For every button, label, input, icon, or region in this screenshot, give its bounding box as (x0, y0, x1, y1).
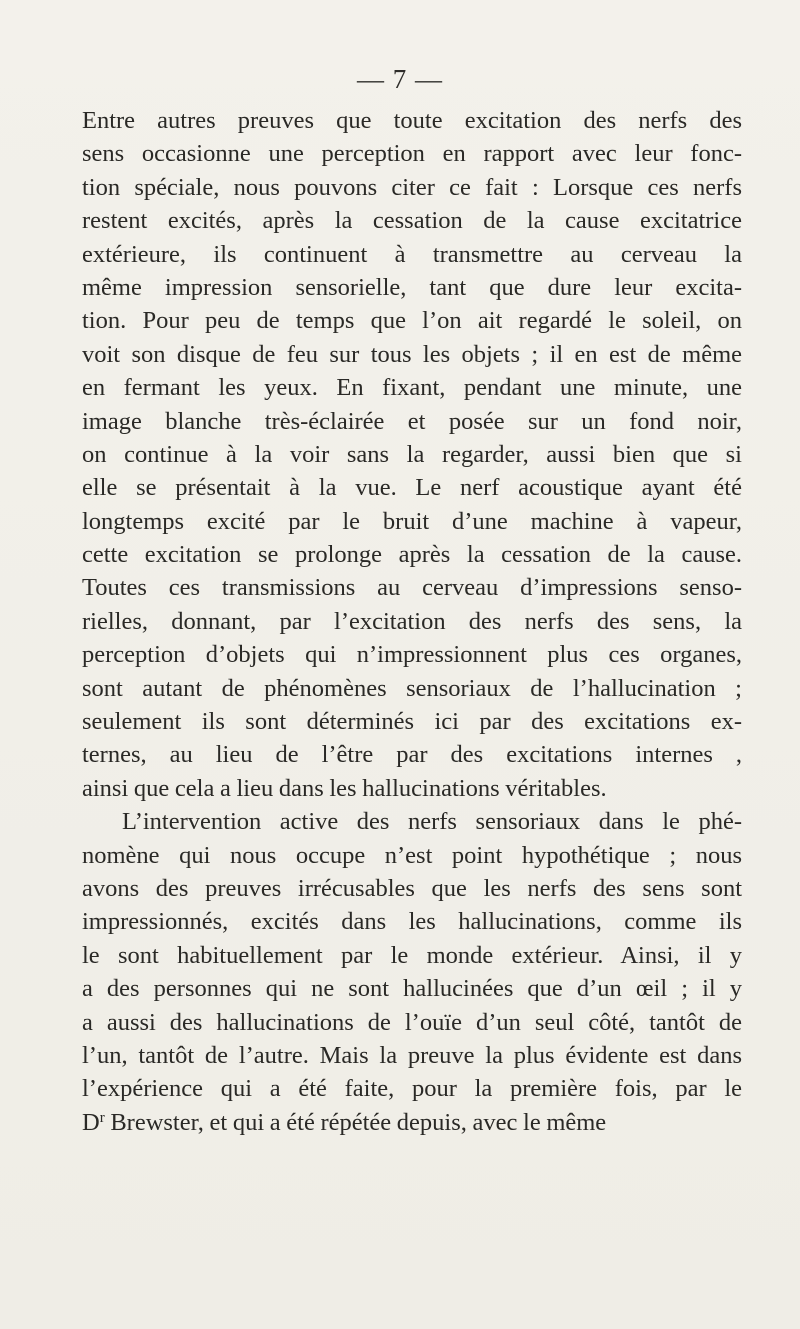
text-line: rielles, donnant, par l’excitation des nerfs des sens, la (82, 607, 742, 635)
text-line: Entre autres preuves que toute excitation des nerfs des (82, 107, 742, 134)
text-line: avons des preuves irrécusables que les nerfs des sens sont (82, 874, 742, 902)
text-line: voit son disque de feu sur tous les objets ; il en est de même (82, 340, 742, 368)
text-line: ternes, au lieu de l’être par des excitations internes , (82, 741, 742, 769)
text-line: sens occasionne une perception en rapport avec leur fonc- (82, 140, 742, 168)
text-line: a des personnes qui ne sont hallucinées que d’un œil ; il y (82, 975, 742, 1003)
text-line: l’un, tantôt de l’autre. Mais la preuve la plus évidente est dans (82, 1041, 742, 1069)
text-line: même impression sensorielle, tant que dure leur excita- (82, 273, 742, 301)
last-line-rest: Brewster, et qui a été répétée depuis, avec le même (104, 1108, 607, 1136)
text-line: ainsi que cela a lieu dans les hallucinations véritables. (82, 774, 607, 802)
text-line: le sont habituellement par le monde extérieur. Ainsi, il y (82, 941, 742, 969)
text-line: sont autant de phénomènes sensoriaux de l’hallucination ; (82, 674, 742, 702)
text-line: on continue à la voir sans la regarder, aussi bien que si (82, 440, 742, 468)
text-line: cette excitation se prolonge après la cessation de la cause. (82, 541, 742, 569)
text-line-last (82, 1106, 742, 1139)
text-line: Toutes ces transmissions au cerveau d’impressions senso- (82, 574, 742, 602)
text-line: restent excités, après la cessation de la cause excitatrice (82, 207, 742, 235)
text-line: tion. Pour peu de temps que l’on ait regardé le soleil, on (82, 307, 742, 335)
text-line: perception d’objets qui n’impressionnent plus ces organes, (82, 641, 742, 669)
doctor-abbreviation: D (82, 1108, 100, 1136)
text-line: l’expérience qui a été faite, pour la première fois, par le (82, 1075, 742, 1103)
doctor-abbreviation-superscript: r (99, 1109, 105, 1126)
text-line: impressionnés, excités dans les hallucinations, comme ils (82, 908, 742, 936)
text-line: L’intervention active des nerfs sensoriaux dans le phé- (122, 808, 742, 836)
text-line: tion spéciale, nous pouvons citer ce fait : Lorsque ces nerfs (82, 173, 742, 201)
text-line: image blanche très-éclairée et posée sur un fond noir, (82, 407, 742, 435)
text-line: longtemps excité par le bruit d’une machine à vapeur, (82, 507, 742, 535)
page-number: — 7 — (357, 64, 443, 94)
text-line: seulement ils sont déterminés ici par des excitations ex- (82, 708, 742, 736)
text-line: a aussi des hallucinations de l’ouïe d’un seul côté, tantôt de (82, 1008, 742, 1036)
text-line: nomène qui nous occupe n’est point hypothétique ; nous (82, 841, 742, 869)
text-line: elle se présentait à la vue. Le nerf acoustique ayant été (82, 474, 742, 502)
text-line: en fermant les yeux. En fixant, pendant une minute, une (82, 374, 742, 402)
text-line: extérieure, ils continuent à transmettre au cerveau la (82, 240, 742, 268)
body-text (82, 104, 742, 1139)
